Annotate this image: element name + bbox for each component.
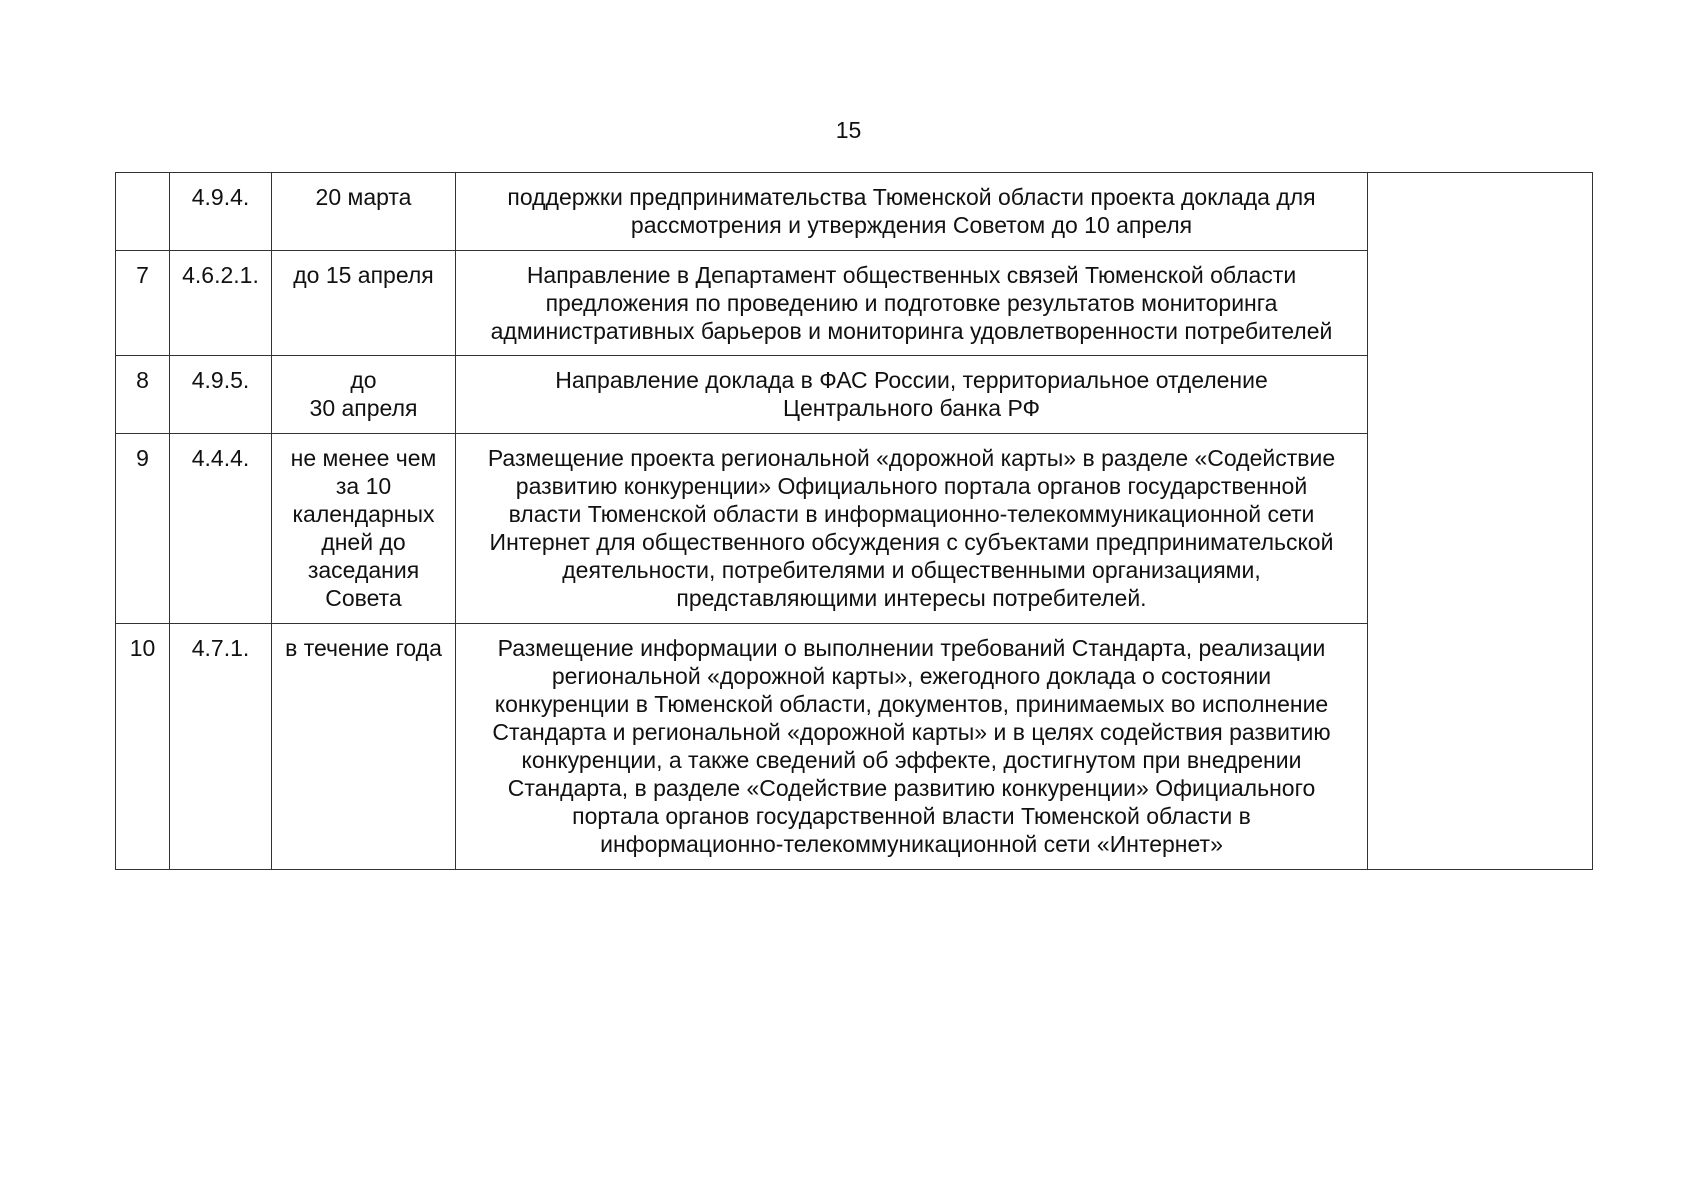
responsible-cell bbox=[1368, 173, 1593, 870]
description-cell bbox=[456, 434, 1368, 624]
deadline-cell bbox=[272, 356, 456, 434]
clause-number: 4.4.4. bbox=[191, 445, 250, 471]
clause-number: 4.7.1. bbox=[191, 635, 250, 661]
deadline: до 30 апреля bbox=[309, 367, 418, 421]
clause-number: 4.6.2.1. bbox=[182, 262, 259, 288]
description: Направление доклада в ФАС России, территориальное отделение Центрального банка РФ bbox=[555, 367, 1268, 421]
clause-cell bbox=[170, 434, 272, 624]
deadline: до 15 апреля bbox=[293, 262, 434, 288]
description-cell bbox=[456, 173, 1368, 251]
table-row bbox=[116, 173, 1593, 251]
deadline: не менее чем за 10 календарных дней до заседания Совета bbox=[290, 445, 437, 611]
description-cell bbox=[456, 624, 1368, 870]
row-number: 8 bbox=[136, 367, 149, 393]
description-cell bbox=[456, 356, 1368, 434]
clause-cell bbox=[170, 251, 272, 356]
description: Направление в Департамент общественных связей Тюменской области предложения по проведению и подготовке результатов мониторинга административных барьеров и мониторинга удовлетворенности потребителей bbox=[490, 262, 1333, 344]
row-number-cell bbox=[116, 624, 170, 870]
description-cell bbox=[456, 251, 1368, 356]
clause-cell bbox=[170, 624, 272, 870]
clause-cell bbox=[170, 356, 272, 434]
clause-cell bbox=[170, 173, 272, 251]
clause-number: 4.9.5. bbox=[191, 367, 250, 393]
deadline-cell bbox=[272, 173, 456, 251]
description: поддержки предпринимательства Тюменской области проекта доклада для рассмотрения и утверждения Советом до 10 апреля bbox=[507, 184, 1316, 238]
deadline-cell bbox=[272, 624, 456, 870]
deadline: 20 марта bbox=[315, 184, 412, 210]
row-number: 7 bbox=[136, 262, 149, 288]
deadline-cell bbox=[272, 251, 456, 356]
row-number-cell bbox=[116, 251, 170, 356]
row-number-cell bbox=[116, 173, 170, 251]
description: Размещение проекта региональной «дорожной карты» в разделе «Содействие развитию конкуренции» Официального портала органов государственной власти Тюменской области в информационно-телекоммуникационной сети Интернет для общественного обсуждения с субъектами предпринимательской деятельности, потребителями и общественными организациями, представляющими интересы потребителей. bbox=[487, 445, 1336, 611]
deadline-cell bbox=[272, 434, 456, 624]
row-number-cell bbox=[116, 356, 170, 434]
clause-number: 4.9.4. bbox=[191, 184, 250, 210]
schedule-table bbox=[115, 172, 1593, 870]
row-number-cell bbox=[116, 434, 170, 624]
description: Размещение информации о выполнении требований Стандарта, реализации региональной «дорожной карты», ежегодного доклада о состоянии конкуренции в Тюменской области, документов, принимаемых во исполнение Стандарта и региональной «дорожной карты» и в целях содействия развитию конкуренции, а также сведений об эффекте, достигнутом при внедрении Стандарта, в разделе «Содействие развитию конкуренции» Официального портала органов государственной власти Тюменской области в информационно-телекоммуникационной сети «Интернет» bbox=[492, 635, 1331, 857]
row-number: 10 bbox=[129, 635, 156, 661]
row-number: 9 bbox=[136, 445, 149, 471]
page-number: 15 bbox=[835, 117, 862, 143]
deadline: в течение года bbox=[285, 635, 442, 661]
